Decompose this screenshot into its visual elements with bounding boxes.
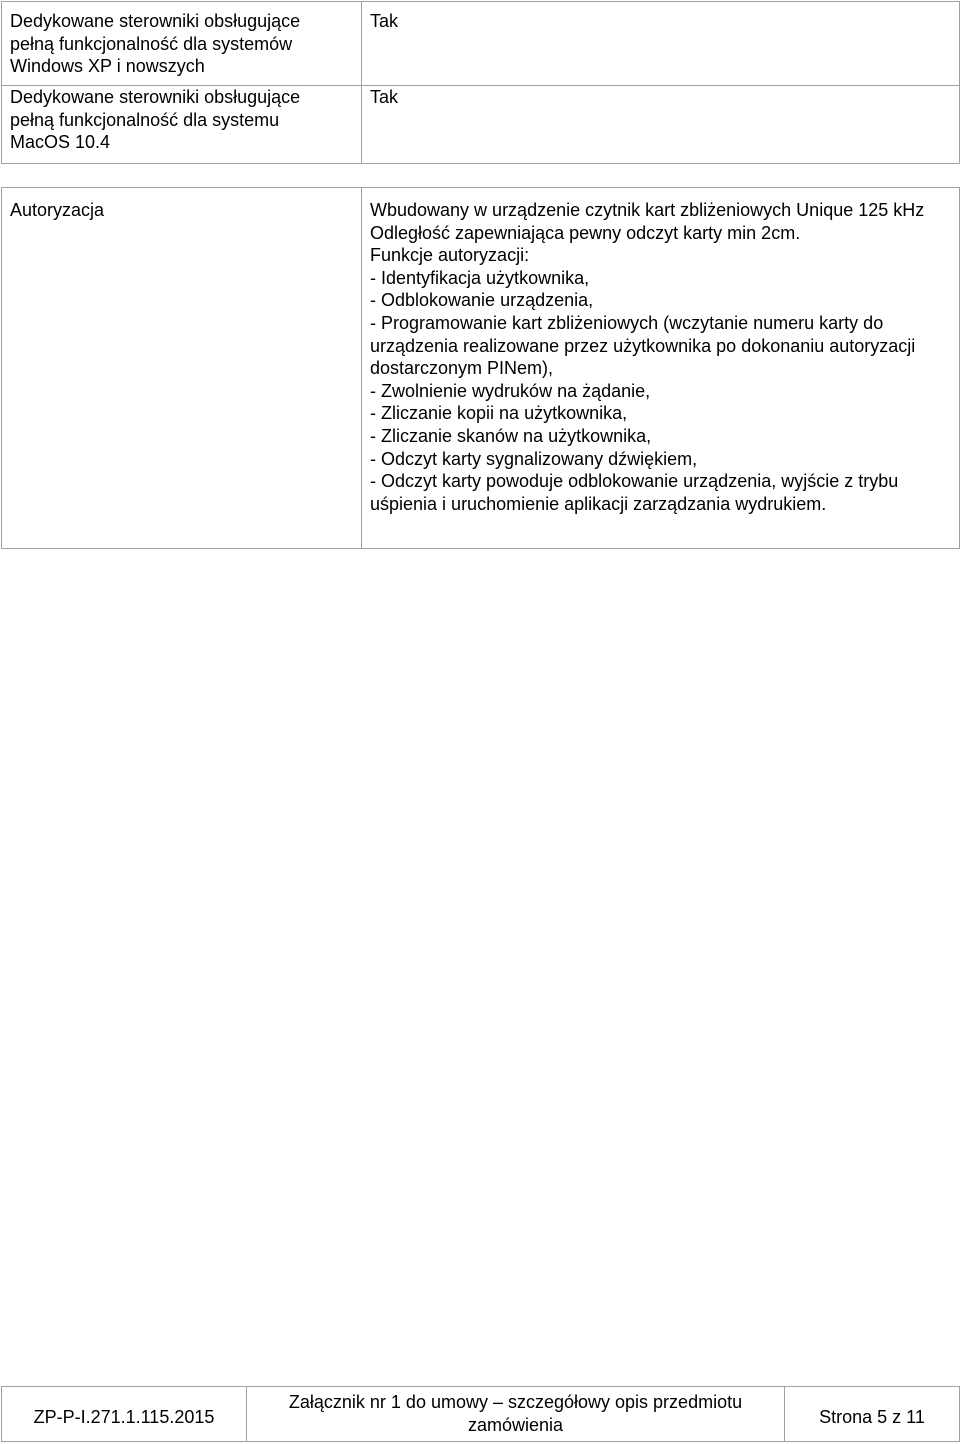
auth-line: - Odczyt karty sygnalizowany dźwiękiem, [370,448,698,469]
driver-macos-value: Tak [370,87,399,107]
table-row [2,188,960,549]
spec-table-drivers [1,1,960,164]
auth-line: - Zliczanie skanów na użytkownika, [370,425,652,446]
authorization-label: Autoryzacja [10,200,105,220]
table-cell-label [2,86,362,164]
spec-table-authorization [1,187,960,549]
footer-reference-cell [2,1387,247,1442]
footer-title: Załącznik nr 1 do umowy – szczegółowy opis przedmiotu zamówienia [288,1392,743,1435]
table-cell-label [2,2,362,86]
table-cell-value [362,86,960,164]
auth-line: - Zwolnienie wydruków na żądanie, [370,380,651,401]
footer-reference: ZP-P-I.271.1.115.2015 [33,1406,215,1427]
table-cell-value [362,188,960,549]
footer-page-number: Strona 5 z 11 [819,1406,925,1427]
auth-line: - Odczyt karty powoduje odblokowanie urządzenia, wyjście z trybu uśpienia i uruchomienie aplikacji zarządzania wydrukiem. [370,471,899,514]
footer-row [2,1387,960,1442]
table-row [2,2,960,86]
auth-line: - Identyfikacja użytkownika, [370,267,590,288]
auth-line: - Programowanie kart zbliżeniowych (wczytanie numeru karty do urządzenia realizowane przez użytkownika po dokonaniu autoryzacji dostarczonym PINem), [370,312,916,379]
table-row [2,86,960,164]
authorization-description [362,188,959,548]
footer-title-cell [247,1387,785,1442]
auth-line: Wbudowany w urządzenie czytnik kart zbliżeniowych Unique 125 kHz [370,200,925,220]
driver-windows-value: Tak [370,11,399,31]
auth-line: Odległość zapewniająca pewny odczyt karty min 2cm. [370,222,801,243]
driver-windows-label: Dedykowane sterowniki obsługujące pełną funkcjonalność dla systemów Windows XP i nowszych [10,11,301,77]
auth-line: - Odblokowanie urządzenia, [370,290,594,311]
page-footer [1,1386,960,1442]
table-cell-label [2,188,362,549]
driver-macos-label: Dedykowane sterowniki obsługujące pełną funkcjonalność dla systemu MacOS 10.4 [10,87,301,153]
auth-line: - Zliczanie kopii na użytkownika, [370,403,628,424]
table-cell-value [362,2,960,86]
auth-line: Funkcje autoryzacji: [370,245,530,266]
footer-page-cell [785,1387,960,1442]
